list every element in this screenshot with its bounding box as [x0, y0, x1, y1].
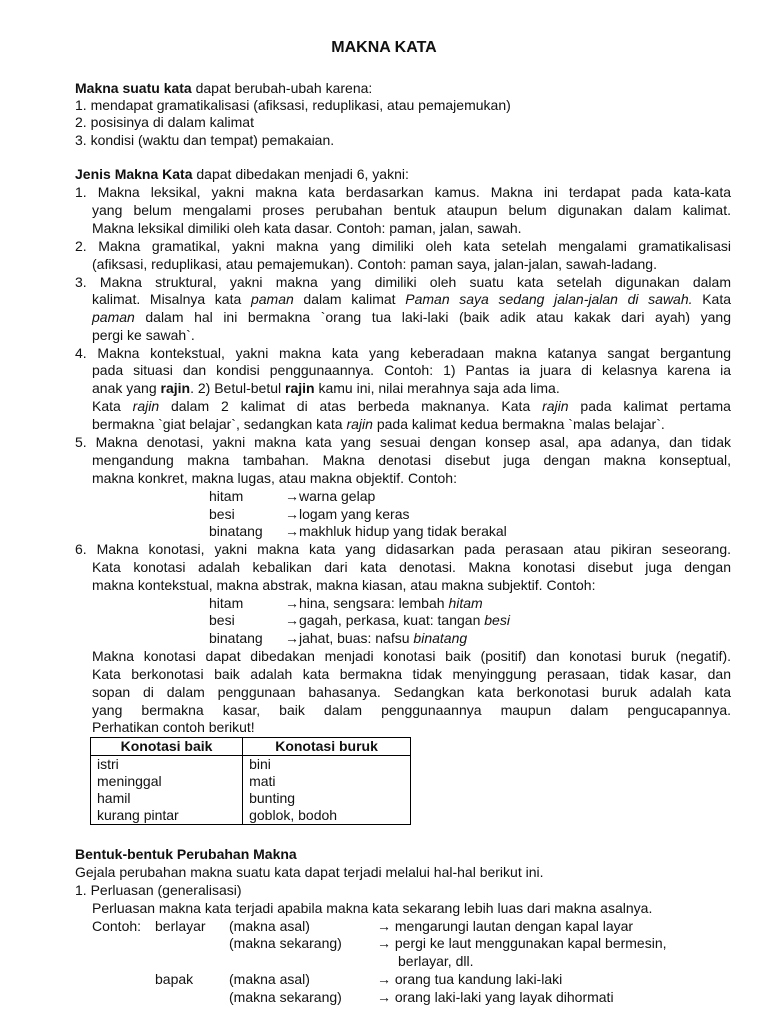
t: rajin — [160, 380, 191, 396]
jenis-2-line-2: (afiksasi, reduplikasi, atau pemajemukan). Contoh: paman saya, jalan-jalan, sawah-ladang. — [92, 256, 657, 272]
table-header-row — [91, 738, 411, 756]
t: orang laki-laki yang layak dihormati — [394, 989, 614, 1005]
table-header: Konotasi buruk — [243, 738, 411, 756]
t: besi — [484, 612, 510, 628]
table-cell: mati — [243, 773, 411, 790]
t: gagah, perkasa, kuat: tangan — [299, 612, 485, 628]
t: Paman saya sedang jalan-jalan di sawah. — [405, 291, 693, 307]
denotasi-word: binatang — [209, 523, 263, 539]
example-word: berlayar — [155, 918, 206, 934]
arrow-right-icon: → — [285, 630, 299, 646]
t: Kata — [92, 398, 133, 414]
arrow-right-icon: → — [285, 612, 299, 628]
t: anak yang — [92, 380, 161, 396]
example-meaning — [377, 989, 614, 1006]
t: pada kalimat pertama — [568, 398, 731, 414]
jenis-4-line-2: pada situasi dan kondisi penggunaannya. Contoh: 1) Pantas ia juara di kelasnya karena ia — [92, 362, 731, 378]
jenis-6-line-3: makna kontekstual, makna abstrak, makna kiasan, atau makna subjektif. Contoh: — [92, 577, 596, 593]
example-type: (makna asal) — [229, 971, 310, 987]
perubahan-item-1: 1. Perluasan (generalisasi) — [75, 882, 242, 898]
table-cell: kurang pintar — [91, 807, 243, 825]
t: kamu ini, nilai merahnya saja ada lima. — [314, 380, 560, 396]
t: hina, sengsara: lembah — [299, 595, 449, 611]
jenis-1-line-1: 1. Makna leksikal, yakni makna kata berdasarkan kamus. Makna ini terdapat pada kata-kata — [75, 184, 731, 200]
jenis-5-line-2: mengandung makna tambahan. Makna denotasi disebut juga dengan makna konseptual, — [92, 452, 731, 468]
example-meaning — [377, 935, 667, 952]
t: rajin — [346, 416, 373, 432]
denotasi-word: besi — [209, 506, 235, 522]
denotasi-meaning — [285, 523, 507, 540]
table-cell: hamil — [91, 790, 243, 807]
table-cell: goblok, bodoh — [243, 807, 411, 825]
arrow-right-icon: → — [285, 488, 299, 504]
perubahan-item-1-desc: Perluasan makna kata terjadi apabila makna kata sekarang lebih luas dari makna asalnya. — [92, 900, 653, 916]
t: hitam — [448, 595, 483, 611]
table-cell: bunting — [243, 790, 411, 807]
jenis-rest: dapat dibedakan menjadi 6, yakni: — [192, 166, 409, 182]
t: paman — [250, 291, 294, 307]
arrow-right-icon: → — [285, 523, 299, 539]
konotasi-table — [90, 737, 411, 825]
jenis-3-line-4: pergi ke sawah`. — [92, 327, 195, 343]
example-type: (makna asal) — [229, 918, 310, 934]
example-meaning-cont: berlayar, dll. — [398, 953, 474, 969]
intro-rest: dapat berubah-ubah karena: — [191, 80, 373, 96]
konotasi-meaning — [285, 612, 510, 629]
table-cell: istri — [91, 756, 243, 774]
konotasi-paragraph-3: sopan di dalam penggunaan bahasanya. Sedangkan kata berkonotasi buruk adalah kata — [92, 684, 731, 700]
t: logam yang keras — [299, 506, 410, 522]
konotasi-paragraph-1: Makna konotasi dapat dibedakan menjadi konotasi baik (positif) dan konotasi buruk (negatif). — [92, 648, 731, 664]
t: warna gelap — [299, 488, 376, 504]
jenis-1-line-3: Makna leksikal dimiliki oleh kata dasar. Contoh: paman, jalan, sawah. — [92, 220, 522, 236]
table-cell: bini — [243, 756, 411, 774]
konotasi-paragraph-2: Kata berkonotasi baik adalah kata bermakna tidak menyinggung perasaan, tidak kasar, dan — [92, 666, 731, 682]
t: paman — [92, 309, 135, 325]
jenis-6-line-1: 6. Makna konotasi, yakni makna kata yang didasarkan pada perasaan atau pikiran seseorang. — [75, 541, 731, 557]
arrow-right-icon: → — [377, 918, 391, 934]
arrow-right-icon: → — [377, 989, 391, 1005]
jenis-4-line-1: 4. Makna kontekstual, yakni makna kata yang keberadaan makna katanya sangat bergantung — [75, 345, 731, 361]
jenis-4-line-4 — [92, 398, 731, 415]
arrow-right-icon: → — [377, 935, 391, 951]
t: bermakna `giat belajar`, sedangkan kata — [92, 416, 347, 432]
t: rajin — [285, 380, 315, 396]
konotasi-meaning — [285, 630, 467, 647]
table-row — [91, 773, 411, 790]
t: binatang — [413, 630, 468, 646]
t: dalam hal ini bermakna `orang tua laki-laki (baik adik atau kakak dari ayah) yang — [134, 309, 731, 325]
denotasi-meaning — [285, 506, 410, 523]
konotasi-word: binatang — [209, 630, 263, 646]
t: makhluk hidup yang tidak berakal — [299, 523, 507, 539]
jenis-heading — [75, 166, 409, 183]
example-meaning — [377, 918, 633, 935]
jenis-label: Jenis Makna Kata — [75, 166, 193, 182]
jenis-5-line-1: 5. Makna denotasi, yakni makna kata yang sesuai dengan konsep asal, apa adanya, dan tidak — [75, 434, 731, 450]
jenis-2-line-1: 2. Makna gramatikal, yakni makna yang dimiliki oleh kata setelah mengalami gramatikalisasi — [75, 238, 731, 254]
jenis-1-line-2: yang belum mengalami proses perubahan bentuk ataupun belum digunakan dalam kalimat. — [92, 202, 731, 218]
t: pergi ke laut menggunakan kapal bermesin, — [394, 935, 667, 951]
jenis-4-line-5 — [92, 416, 665, 433]
table-cell: meninggal — [91, 773, 243, 790]
contoh-label: Contoh: — [92, 918, 142, 934]
example-meaning — [377, 971, 562, 988]
t: kalimat. Misalnya kata — [92, 291, 251, 307]
table-row — [91, 756, 411, 774]
jenis-4-line-3 — [92, 380, 560, 397]
arrow-right-icon: → — [285, 595, 299, 611]
konotasi-paragraph-5: Perhatikan contoh berikut! — [92, 719, 255, 735]
arrow-right-icon: → — [377, 971, 391, 987]
t: . 2) Betul-betul — [190, 380, 286, 396]
konotasi-meaning — [285, 595, 483, 612]
konotasi-word: hitam — [209, 595, 244, 611]
intro-label: Makna suatu kata — [75, 80, 192, 96]
intro-heading — [75, 80, 372, 97]
t: rajin — [132, 398, 160, 414]
t: rajin — [542, 398, 569, 414]
denotasi-meaning — [285, 488, 375, 505]
perubahan-heading: Bentuk-bentuk Perubahan Makna — [75, 846, 297, 862]
t: pada kalimat kedua bermakna `malas belajar`. — [372, 416, 665, 432]
konotasi-word: besi — [209, 612, 235, 628]
konotasi-paragraph-4: yang bermakna kasar, baik dalam penggunaannya maupun dalam pengucapannya. — [92, 702, 731, 718]
jenis-5-line-3: makna konkret, makna lugas, atau makna objektif. Contoh: — [92, 470, 457, 486]
perubahan-intro: Gejala perubahan makna suatu kata dapat terjadi melalui hal-hal berikut ini. — [75, 864, 544, 880]
t: dalam kalimat — [293, 291, 406, 307]
example-type: (makna sekarang) — [229, 935, 342, 951]
example-word: bapak — [155, 971, 194, 987]
intro-item-3: 3. kondisi (waktu dan tempat) pemakaian. — [75, 132, 335, 148]
table-row — [91, 807, 411, 825]
jenis-6-line-2: Kata konotasi adalah kebalikan dari kata denotasi. Makna konotasi disebut juga dengan — [92, 559, 731, 575]
page-title: MAKNA KATA — [331, 39, 437, 56]
jenis-3-line-3 — [92, 309, 731, 326]
t: dalam 2 kalimat di atas berbeda maknanya. Kata — [159, 398, 543, 414]
example-type: (makna sekarang) — [229, 989, 342, 1005]
denotasi-word: hitam — [209, 488, 244, 504]
jenis-3-line-1: 3. Makna struktural, yakni makna yang dimiliki oleh suatu kata setelah digunakan dalam — [75, 274, 731, 290]
t: Kata — [692, 291, 731, 307]
jenis-3-line-2 — [92, 291, 731, 308]
table-header: Konotasi baik — [91, 738, 243, 756]
table-row — [91, 790, 411, 807]
t: orang tua kandung laki-laki — [394, 971, 563, 987]
intro-item-1: 1. mendapat gramatikalisasi (afiksasi, reduplikasi, atau pemajemukan) — [75, 97, 511, 113]
t: jahat, buas: nafsu — [299, 630, 414, 646]
intro-item-2: 2. posisinya di dalam kalimat — [75, 114, 254, 130]
t: mengarungi lautan dengan kapal layar — [394, 918, 634, 934]
arrow-right-icon: → — [285, 506, 299, 522]
